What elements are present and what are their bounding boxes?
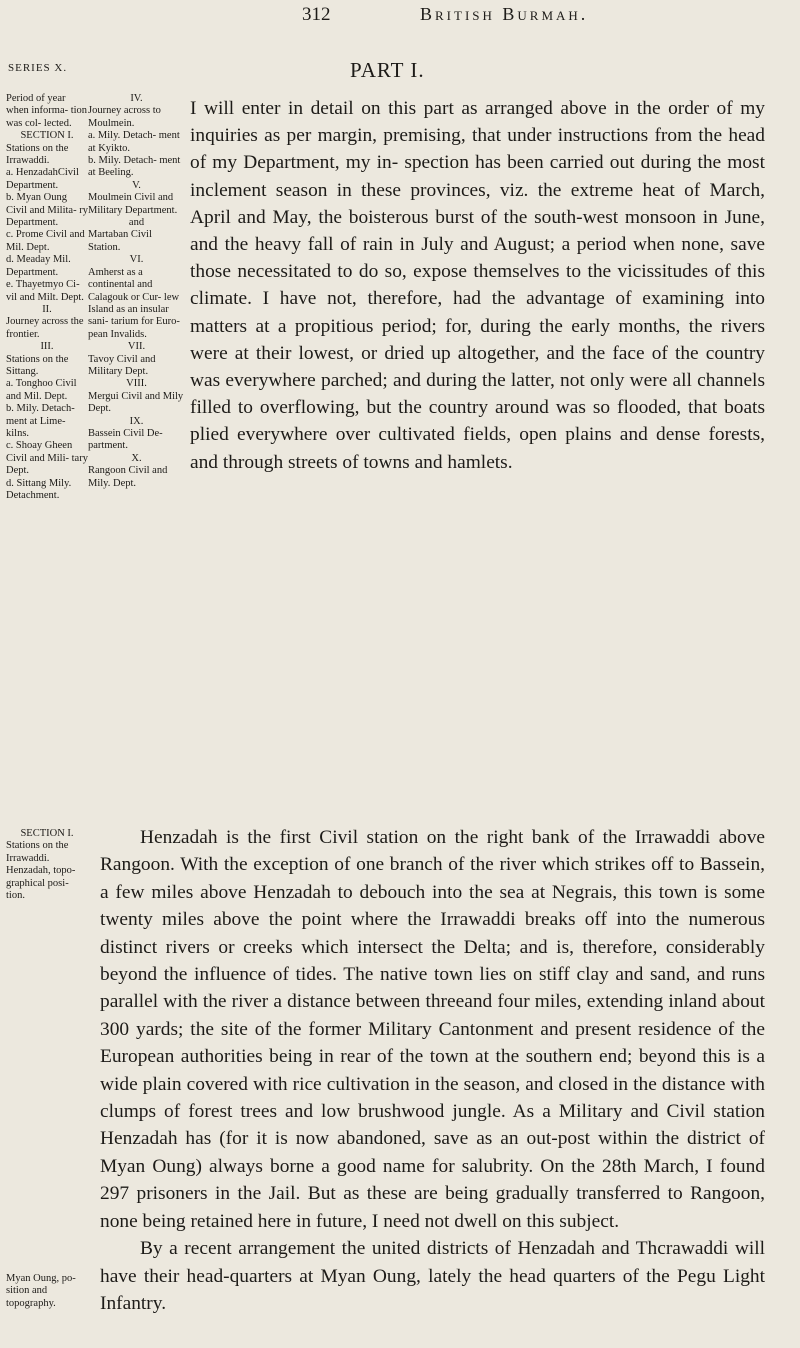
paragraph-text: I will enter in detail on this part as arranged above in the order of my inquiries as per margin, premising, that under instructions from the head of my Department, my in- spection has been carried out during the most inclement season in these provinces, viz. the extreme heat of March, April and May, the boisterous burst of the south-west monsoon in June, and the heavy fall of rain in July and August; a period when none, save those necessitated to do so, expose themselves to the vicissitudes of this climate. I have not, therefore, had the advantage of examining into matters at a propitious period; for, during the early months, the rivers were at their lowest, or dried up altogether, and the face of the country was everywhere parched; and during the latter, not only were all channels filled to overflowing, but the country around was so flooded, that boats plied everywhere over cultivated fields, open plains and dense forests, and through streets of towns and hamlets. [190,98,765,473]
margin-note: IX. [129,415,144,427]
henzadah-section [100,824,765,1317]
margin-note: SECTION I. [20,828,74,839]
margin-note: VI. [129,254,144,266]
page-number: 312 [302,4,331,25]
margin-note: c. Prome Civil and Mil. Dept. [6,229,85,253]
margin-note: Amherst as a continental and Calagouk or Cur- lew Island as an insular sani- tarium for Euro- pean Invalids. [88,266,180,340]
paragraph-text: Henzadah is the first Civil station on the right bank of the Irrawaddi above Rangoon. With the exception of one branch of the river which strikes off to Bassein, a few miles above Henzadah to debouch into the sea at Negrais, this town is some twenty miles above the point where the Irrawaddi breaks off into the numerous distinct rivers or creeks which intersect the Delta; and is, therefore, considerably beyond the influence of tides. The native town lies on stiff clay and sand, and runs parallel with the river a distance between threeand four miles, extending inland about 300 yards; the site of the former Military Cantonment and present residence of the European authorities being in rear of the town at the southern end; beyond this is a wide plain covered with rice cultivation in the season, and closed in the distance with clumps of forest trees and low brushwood jungle. As a Military and Civil station Henzadah has (for it is now abandoned, save as an out-post within the district of Myan Oung) always borne a good name for salubrity. On the 28th March, I found 297 prisoners in the Jail. But as these are being gradually transferred to Rangoon, none being retained here in future, I need not dwell on this subject. [100,827,765,1232]
margin-note: VII. [127,341,146,353]
margin-note: Period of year when informa- tion was col- lected. [6,93,88,129]
margin-note: a. Mily. Detach- ment at Kyikto. [88,130,180,154]
intro-paragraph [190,95,765,476]
margin-note: Myan Oung, po- sition and topography. [6,1273,76,1309]
margin-note: b. Mily. Detach- ment at Beeling. [88,155,181,179]
margin-note: V. [132,179,141,191]
margin-note: Tavoy Civil and Military Dept. [88,353,156,377]
margin-note: d. Sittang Mily. Detachment. [6,477,72,501]
margin-note: IV. [130,93,143,104]
running-head: British Burmah. [420,4,589,24]
margin-note: a. HenzadahCivil Department. [6,167,79,191]
part-heading: PART I. [350,58,425,82]
margin-note: b. Mily. Detach- ment at Lime- kilns. [6,403,75,439]
margin-notes-henzadah [6,828,88,902]
margin-note: Moulmein Civil and Military Department. [88,192,178,216]
margin-notes-sections-iv-x [88,93,185,490]
margin-notes-sections-i-iii [6,93,88,502]
margin-note: VIII. [126,378,147,390]
margin-note: Martaban Civil Station. [88,229,152,253]
margin-notes-myan-oung [6,1273,88,1310]
margin-note: d. Meaday Mil. Department. [6,254,71,278]
margin-note: Stations on the Irrawaddi. [6,840,69,864]
margin-note: and [128,217,145,229]
margin-note: e. Thayetmyo Ci- vil and Milt. Dept. [6,279,84,303]
margin-note: SECTION I. [20,130,74,142]
margin-note: Journey across to Moulmein. [88,105,161,129]
margin-note: b. Myan Oung Civil and Milita- ry Department. [6,192,88,229]
margin-note: Mergui Civil and Mily Dept. [88,390,184,415]
margin-note: Stations on the Irrawaddi. [6,142,69,167]
series-label: SERIES X. [8,62,68,74]
margin-note: Rangoon Civil and Mily. Dept. [88,465,168,489]
margin-note: a. Tonghoo Civil and Mil. Dept. [6,378,77,402]
paragraph-text: By a recent arrangement the united districts of Henzadah and Thcrawaddi will have their head-quarters at Myan Oung, lately the head quarters of the Pegu Light Infantry. [100,1238,765,1314]
margin-note: Henzadah, topo- graphical posi- tion. [6,865,76,902]
margin-note: III. [40,341,54,353]
margin-note: Stations on the Sittang. [6,353,69,377]
margin-note: c. Shoay Gheen Civil and Mili- tary Dept. [6,440,88,477]
margin-note: Journey across the frontier. [6,316,84,340]
margin-note: X. [131,452,142,464]
margin-note: II. [42,303,52,315]
margin-note: Bassein Civil De- partment. [88,427,163,452]
